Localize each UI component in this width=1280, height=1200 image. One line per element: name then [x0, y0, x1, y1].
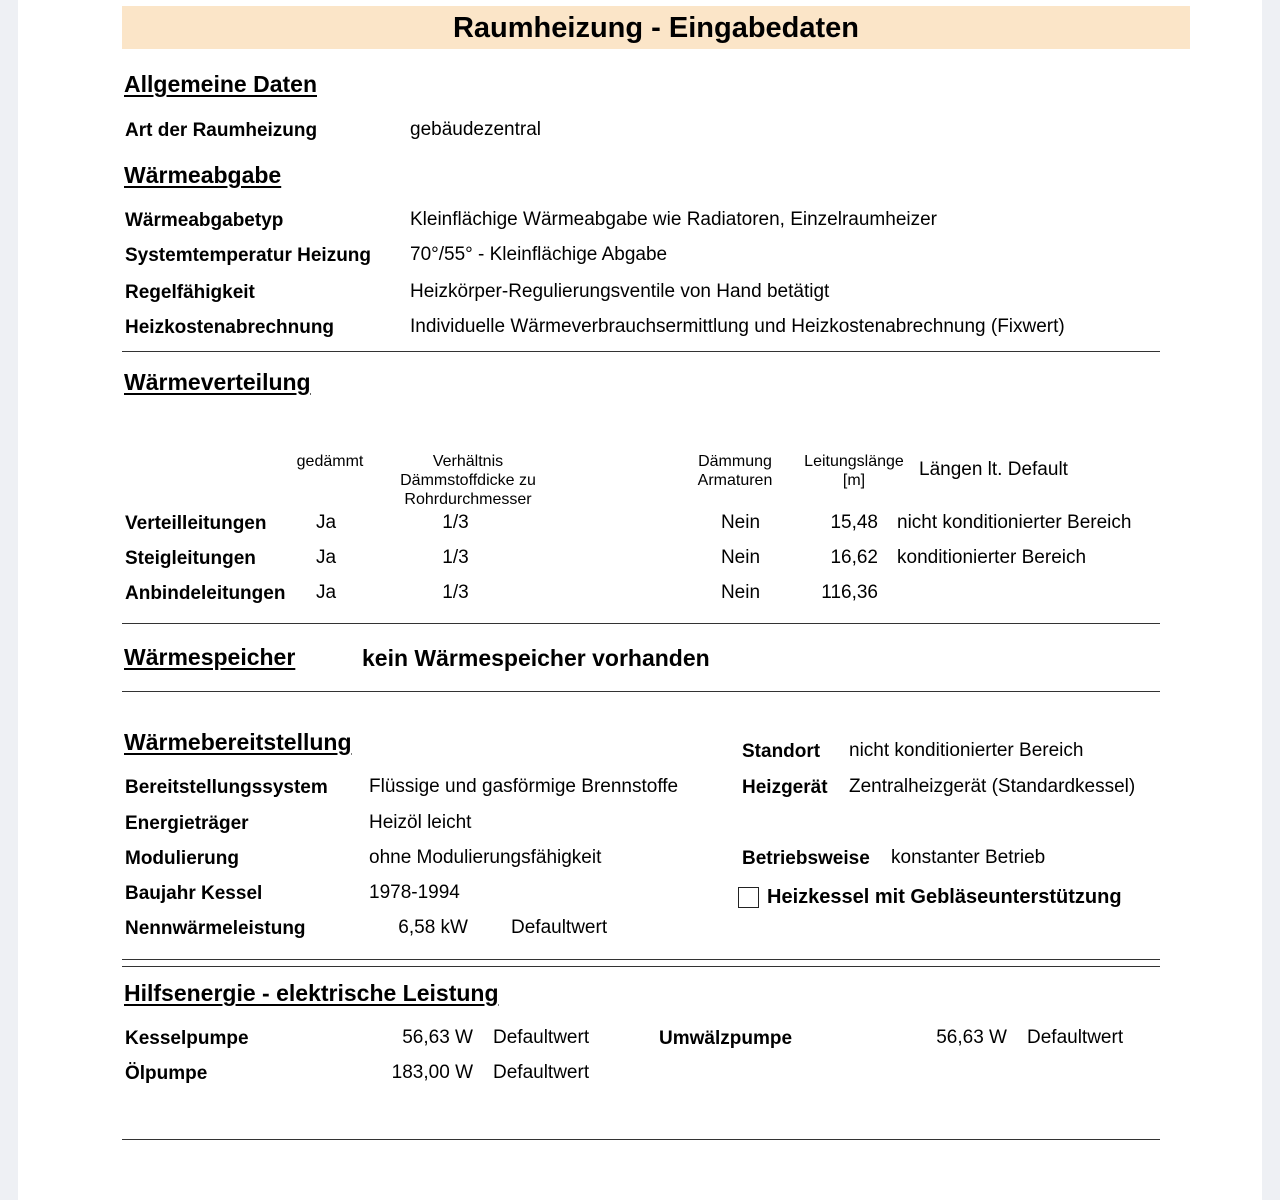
column-header-leitungslaenge — [794, 452, 914, 490]
section-heading-hilfsenergie: Hilfsenergie - elektrische Leistung — [124, 980, 499, 1006]
double-divider-bottom — [122, 966, 1160, 967]
column-header-daemmung-line1: Dämmung — [698, 453, 772, 470]
column-header-daemmung-line2: Armaturen — [697, 472, 773, 489]
double-divider-top — [122, 959, 1160, 960]
table-cell-bereich: nicht konditionierter Bereich — [897, 512, 1132, 533]
column-header-laenge-line1: Leitungslänge — [804, 453, 904, 470]
nennwaermeleistung-label: Nennwärmeleistung — [125, 918, 306, 939]
table-cell-gedaemmt: Ja — [315, 512, 337, 533]
geblaese-checkbox-label: Heizkessel mit Gebläseunterstützung — [767, 886, 1122, 908]
systemtemperatur-value: 70°/55° - Kleinflächige Abgabe — [410, 244, 668, 265]
kesselpumpe-label: Kesselpumpe — [125, 1028, 249, 1049]
divider — [122, 1139, 1160, 1140]
umwaelzpumpe-value: 56,63 W — [936, 1027, 1007, 1048]
table-cell-daemmung: Nein — [720, 582, 761, 603]
art-raumheizung-label: Art der Raumheizung — [125, 120, 318, 141]
column-header-verhaeltnis-line1: Verhältnis — [432, 453, 504, 470]
table-row-label: Anbindeleitungen — [125, 583, 286, 604]
nennwaermeleistung-note: Defaultwert — [511, 917, 608, 938]
standort-label: Standort — [742, 741, 821, 762]
art-raumheizung-value: gebäudezentral — [410, 119, 541, 140]
section-heading-allgemeine-daten: Allgemeine Daten — [124, 71, 317, 97]
waermeabgabetyp-label: Wärmeabgabetyp — [125, 210, 284, 231]
column-header-laenge-line2: [m] — [842, 472, 866, 489]
betriebsweise-value: konstanter Betrieb — [891, 847, 1046, 868]
kesselpumpe-note: Defaultwert — [493, 1027, 590, 1048]
divider — [122, 691, 1160, 692]
table-cell-laenge: 116,36 — [821, 582, 878, 603]
regelfaehigkeit-value: Heizkörper-Regulierungsventile von Hand betätigt — [410, 281, 830, 302]
modulierung-value: ohne Modulierungsfähigkeit — [369, 847, 602, 868]
table-cell-gedaemmt: Ja — [315, 582, 337, 603]
geblaese-checkbox[interactable] — [738, 887, 759, 908]
section-heading-waermespeicher: Wärmespeicher — [124, 644, 296, 670]
regelfaehigkeit-label: Regelfähigkeit — [125, 282, 255, 303]
baujahr-kessel-label: Baujahr Kessel — [125, 883, 263, 904]
section-heading-waermebereitstellung: Wärmebereitstellung — [124, 729, 352, 755]
heizkostenabrechnung-label: Heizkostenabrechnung — [125, 317, 335, 338]
waermeabgabetyp-value: Kleinflächige Wärmeabgabe wie Radiatoren, Einzelraumheizer — [410, 209, 937, 230]
systemtemperatur-label: Systemtemperatur Heizung — [125, 245, 372, 266]
table-row-label: Steigleitungen — [125, 548, 256, 569]
table-cell-daemmung: Nein — [720, 512, 761, 533]
column-header-verhaeltnis-line2: Dämmstoffdicke zu — [400, 472, 536, 489]
nennwaermeleistung-value: 6,58 kW — [398, 917, 468, 938]
table-cell-gedaemmt: Ja — [315, 547, 337, 568]
oelpumpe-label: Ölpumpe — [125, 1063, 208, 1084]
umwaelzpumpe-note: Defaultwert — [1027, 1027, 1124, 1048]
table-cell-bereich: konditionierter Bereich — [897, 547, 1087, 568]
divider — [122, 351, 1160, 352]
heizgeraet-label: Heizgerät — [742, 777, 828, 798]
table-cell-daemmung: Nein — [720, 547, 761, 568]
table-row-label: Verteilleitungen — [125, 513, 267, 534]
table-cell-verhaeltnis: 1/3 — [442, 582, 469, 603]
energietraeger-value: Heizöl leicht — [369, 812, 472, 833]
oelpumpe-value: 183,00 W — [391, 1062, 473, 1083]
page-title: Raumheizung - Eingabedaten — [452, 12, 860, 44]
column-header-verhaeltnis — [373, 452, 563, 509]
section-heading-waermeverteilung: Wärmeverteilung — [124, 369, 311, 395]
heizgeraet-value: Zentralheizgerät (Standardkessel) — [849, 776, 1136, 797]
table-cell-verhaeltnis: 1/3 — [442, 547, 469, 568]
heizkostenabrechnung-value: Individuelle Wärmeverbrauchsermittlung und Heizkostenabrechnung (Fixwert) — [410, 316, 1065, 337]
divider — [122, 623, 1160, 624]
table-cell-laenge: 16,62 — [830, 547, 878, 568]
baujahr-kessel-value: 1978-1994 — [369, 882, 460, 903]
waermespeicher-value: kein Wärmespeicher vorhanden — [362, 645, 710, 671]
table-cell-laenge: 15,48 — [830, 512, 878, 533]
bereitstellungssystem-value: Flüssige und gasförmige Brennstoffe — [369, 776, 679, 797]
column-header-verhaeltnis-line3: Rohrdurchmesser — [404, 491, 532, 508]
bereitstellungssystem-label: Bereitstellungssystem — [125, 777, 328, 798]
column-header-daemmung-armaturen — [685, 452, 785, 490]
table-cell-verhaeltnis: 1/3 — [442, 512, 469, 533]
title-bar — [122, 6, 1190, 49]
column-header-gedaemmt: gedämmt — [296, 453, 364, 470]
umwaelzpumpe-label: Umwälzpumpe — [659, 1028, 793, 1049]
oelpumpe-note: Defaultwert — [493, 1062, 590, 1083]
energietraeger-label: Energieträger — [125, 813, 249, 834]
modulierung-label: Modulierung — [125, 848, 239, 869]
column-header-laengen-default: Längen lt. Default — [919, 459, 1068, 480]
document-page — [18, 0, 1262, 1200]
standort-value: nicht konditionierter Bereich — [849, 740, 1084, 761]
section-heading-waermeabgabe: Wärmeabgabe — [124, 162, 282, 188]
kesselpumpe-value: 56,63 W — [402, 1027, 473, 1048]
betriebsweise-label: Betriebsweise — [742, 848, 870, 869]
